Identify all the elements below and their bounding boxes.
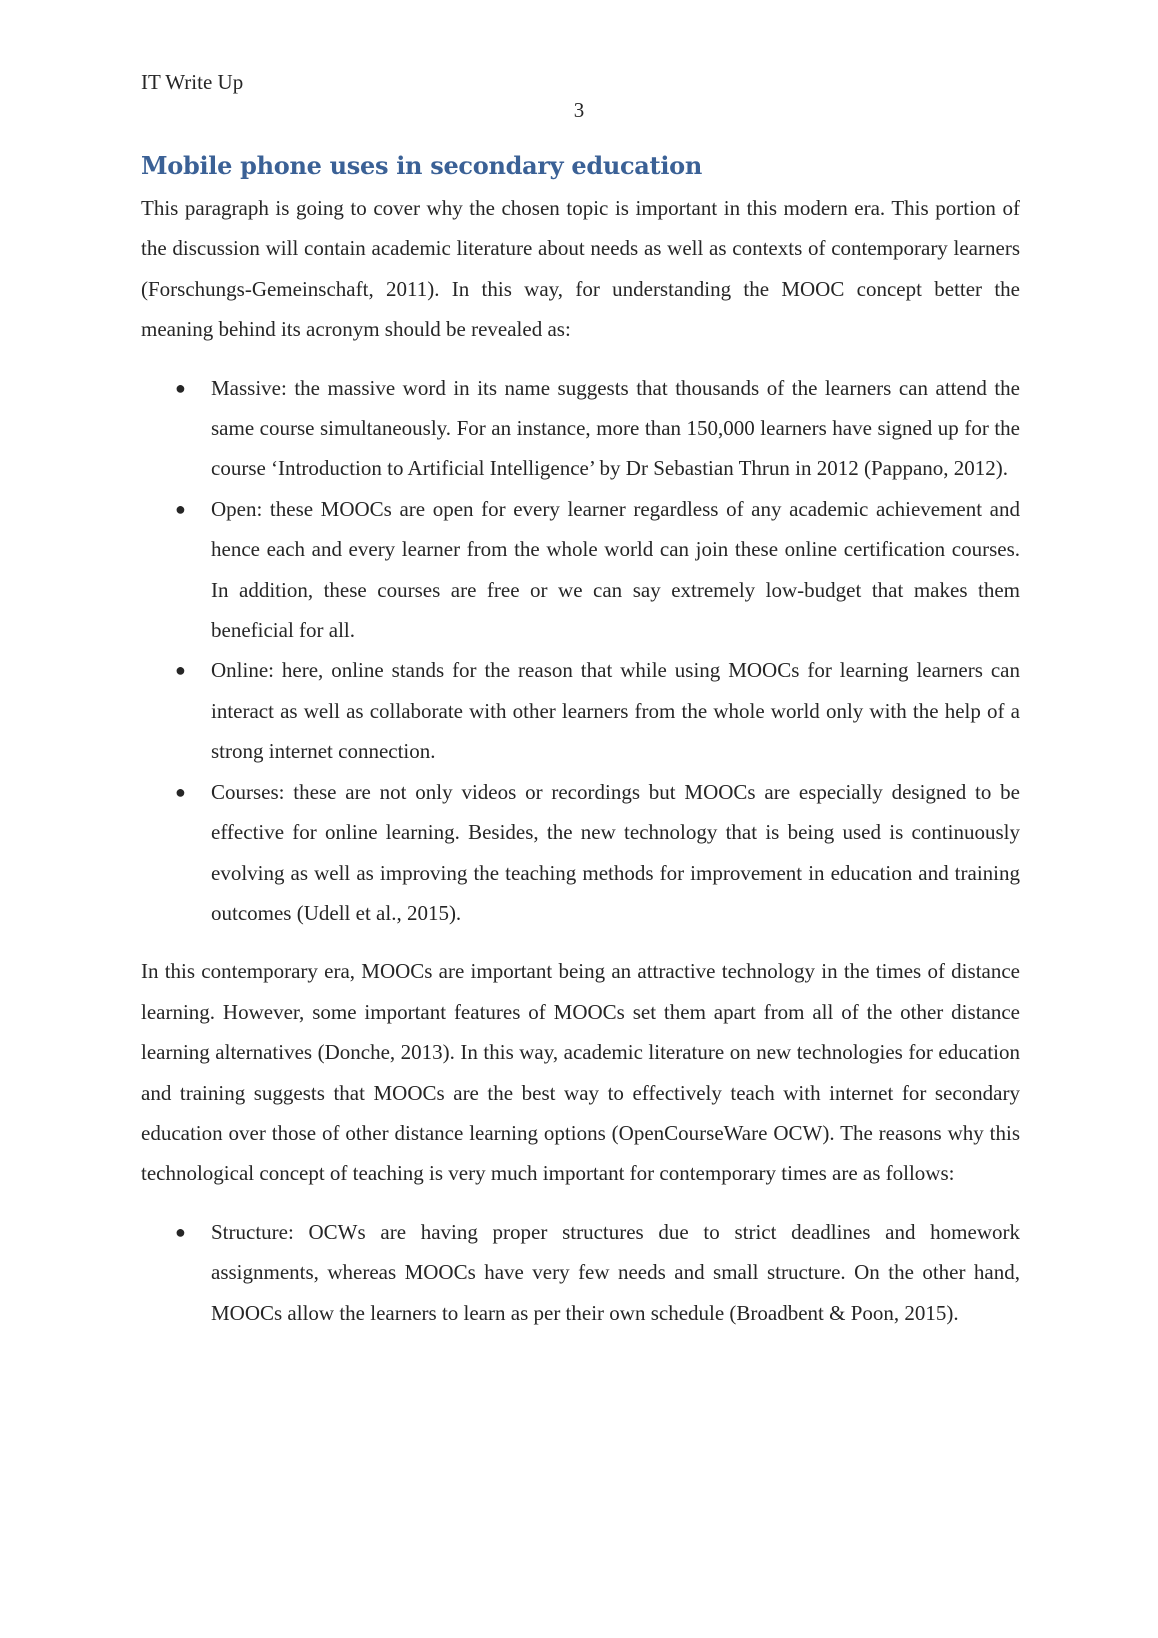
list-item-text: Online: here, online stands for the reason that while using MOOCs for learning learners can interact as well as collaborate with other learners from the whole world only with the help of a strong internet connection. [211,658,1020,764]
list-item-text: Courses: these are not only videos or recordings but MOOCs are especially designed to be effective for online learning. Besides, the new technology that is being used is continuously evolving as well as improving the teaching methods for improvement in education and training outcomes (Udell et al., 2015). [211,779,1020,925]
list-item-text: Open: these MOOCs are open for every learner regardless of any academic achievement and hence each and every learner from the whole world can join these online certification courses. In addition, these courses are free or we can say extremely low-budget that makes them beneficial for all. [211,496,1020,643]
page-number: 3 [573,98,585,122]
bullet-icon: ● [175,377,186,398]
list-item [175,368,1020,489]
reason-bullet-list [141,1212,1020,1333]
list-item [175,650,1020,771]
running-head: IT Write Up [141,70,244,94]
list-item [175,489,1020,651]
bullet-icon: ● [175,781,186,802]
second-paragraph: In this contemporary era, MOOCs are important being an attractive technology in the times of distance learning. However, some important features of MOOCs set them apart from all of the other distance learning alternatives (Donche, 2013). In this way, academic literature on new technologies for education and training suggests that MOOCs are the best way to effectively teach with internet for secondary education over those of other distance learning options (OpenCourseWare OCW). The reasons why this technological concept of teaching is very much important for contemporary times are as follows: [141,959,1020,1186]
list-item [175,772,1020,934]
intro-paragraph: This paragraph is going to cover why the chosen topic is important in this modern era. This portion of the discussion will contain academic literature about needs as well as contexts of contemporary learners (Forschungs-Gemeinschaft, 2011). In this way, for understanding the MOOC concept better the meaning behind its acronym should be revealed as: [141,196,1020,342]
list-item-text: Massive: the massive word in its name suggests that thousands of the learners can attend the same course simultaneously. For an instance, more than 150,000 learners have signed up for the course ‘Introduction to Artificial Intelligence’ by Dr Sebastian Thrun in 2012 (Pappano, 2012). [211,375,1020,481]
list-item-text: Structure: OCWs are having proper structures due to strict deadlines and homework assignments, whereas MOOCs have very few needs and small structure. On the other hand, MOOCs allow the learners to learn as per their own schedule (Broadbent & Poon, 2015). [211,1219,1020,1325]
section-heading: Mobile phone uses in secondary education [141,151,703,180]
list-item [175,1212,1020,1333]
acronym-bullet-list [141,368,1020,934]
page-content [141,148,1020,1351]
bullet-icon: ● [175,1221,186,1242]
bullet-icon: ● [175,498,186,519]
bullet-icon: ● [175,660,186,681]
